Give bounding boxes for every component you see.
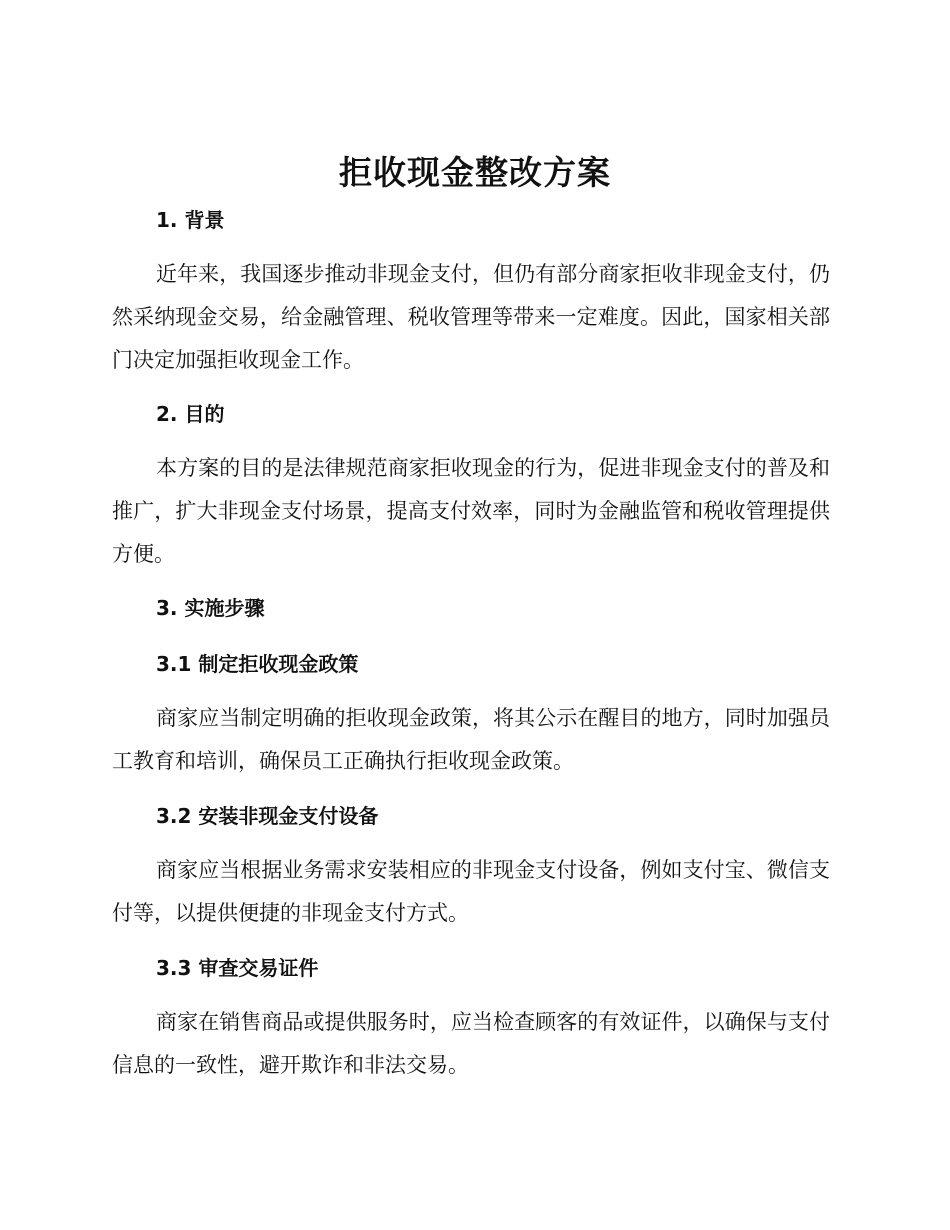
section-paragraph-purpose: 本方案的目的是法律规范商家拒收现金的行为，促进非现金支付的普及和推广，扩大非现金支付场景，提高支付效率，同时为金融监管和税收管理提供方便。 bbox=[112, 456, 830, 566]
document-title: 拒收现金整改方案 bbox=[339, 153, 611, 192]
subsection-paragraph-devices: 商家应当根据业务需求安装相应的非现金支付设备，例如支付宝、微信支付等，以提供便捷的非现金支付方式。 bbox=[112, 858, 830, 925]
subsection-heading-policy: 3.1 制定拒收现金政策 bbox=[156, 652, 359, 676]
subsection-paragraph-policy: 商家应当制定明确的拒收现金政策，将其公示在醒目的地方，同时加强员工教育和培训，确保员工正确执行拒收现金政策。 bbox=[112, 706, 830, 773]
section-heading-background: 1. 背景 bbox=[156, 208, 225, 232]
subsection-paragraph-documents: 商家在销售商品或提供服务时，应当检查顾客的有效证件，以确保与支付信息的一致性，避开欺诈和非法交易。 bbox=[112, 1010, 830, 1077]
subsection-heading-devices: 3.2 安装非现金支付设备 bbox=[156, 804, 379, 828]
section-heading-implementation: 3. 实施步骤 bbox=[156, 596, 265, 620]
subsection-heading-documents: 3.3 审查交易证件 bbox=[156, 956, 319, 980]
section-paragraph-background: 近年来，我国逐步推动非现金支付，但仍有部分商家拒收非现金支付，仍然采纳现金交易，给金融管理、税收管理等带来一定难度。因此，国家相关部门决定加强拒收现金工作。 bbox=[112, 262, 830, 372]
section-heading-purpose: 2. 目的 bbox=[156, 402, 225, 426]
